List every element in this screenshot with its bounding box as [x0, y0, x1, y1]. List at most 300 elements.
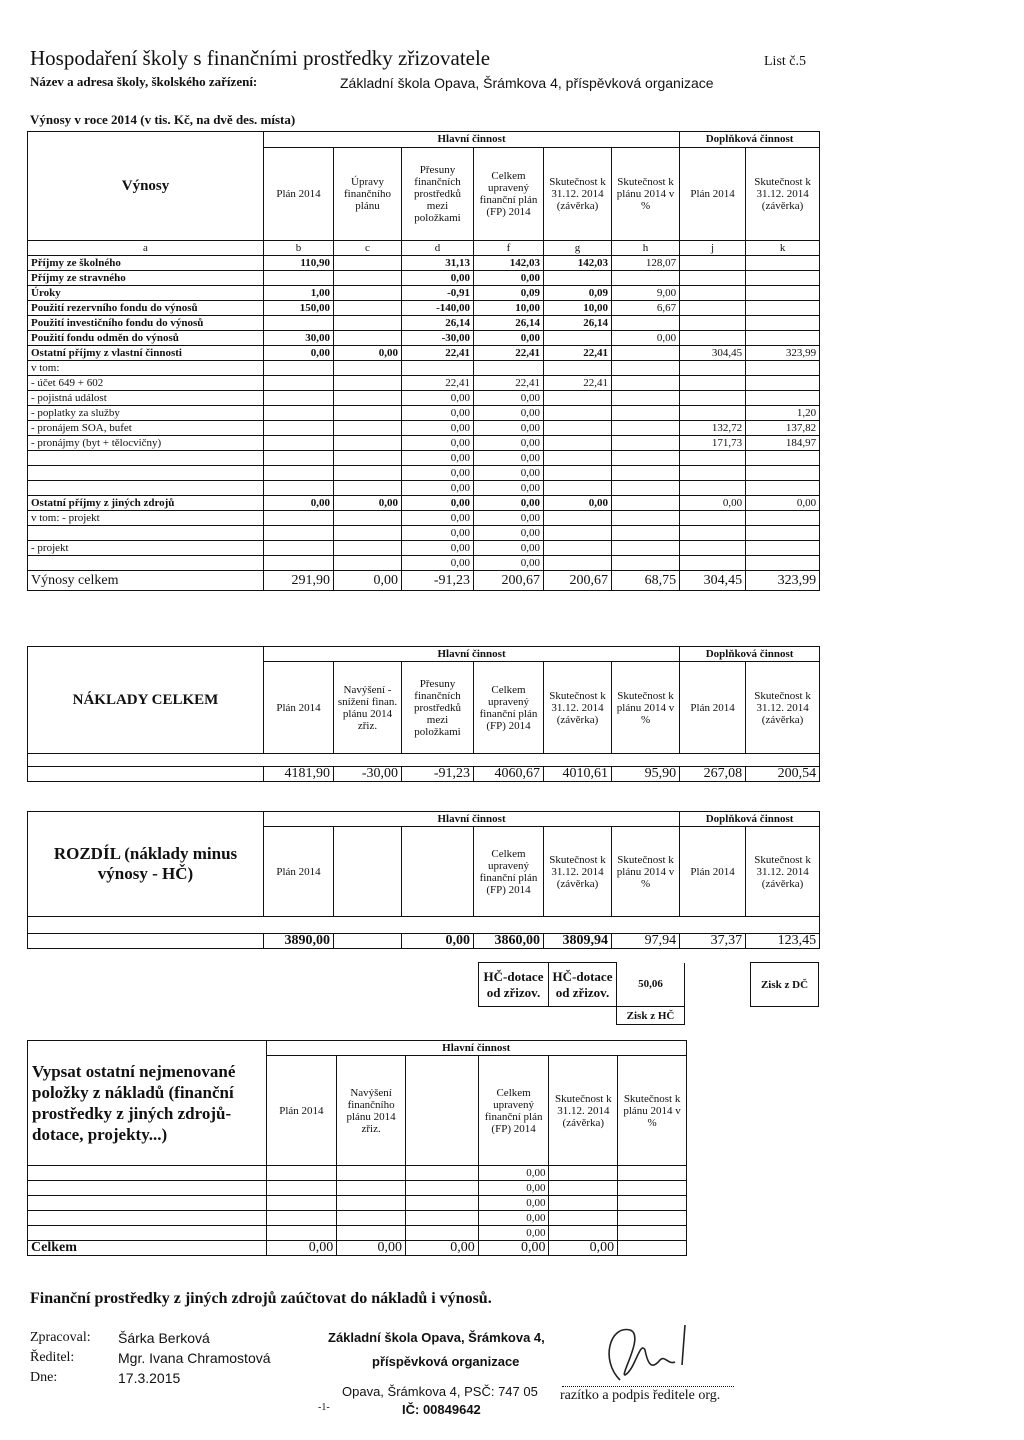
- revenue-cell: 0,00: [402, 271, 474, 286]
- revenue-cell: [746, 511, 820, 526]
- revenue-cell: 0,00: [474, 406, 544, 421]
- revenue-cell: [544, 271, 612, 286]
- revenue-cell: 26,14: [474, 316, 544, 331]
- revenue-col-letter: k: [746, 241, 820, 256]
- revenue-cell: [334, 271, 402, 286]
- other-cell-empty: [337, 1181, 406, 1196]
- revenue-cell: 0,00: [402, 406, 474, 421]
- revenue-row: [28, 436, 820, 451]
- revenue-cell: 0,00: [402, 451, 474, 466]
- difference-value: 0,00: [402, 934, 474, 949]
- revenue-col-letter: j: [680, 241, 746, 256]
- revenue-row-label: - pojistná událost: [28, 391, 264, 406]
- revenue-cell: [612, 436, 680, 451]
- revenue-cell: [334, 331, 402, 346]
- revenue-cell: 6,67: [612, 301, 680, 316]
- revenue-row-label: Ostatní příjmy z jiných zdrojů: [28, 496, 264, 511]
- other-cell-empty: [405, 1226, 478, 1241]
- revenue-row: [28, 301, 820, 316]
- difference-spacer: [28, 917, 820, 934]
- revenue-row-label: [28, 451, 264, 466]
- signature-caption: razítko a podpis ředitele org.: [560, 1388, 721, 1403]
- revenue-cell: [612, 271, 680, 286]
- revenue-cell: 0,00: [474, 391, 544, 406]
- revenue-total-cell: 323,99: [746, 571, 820, 591]
- revenue-cell: [746, 256, 820, 271]
- revenue-cell: [680, 391, 746, 406]
- revenue-cell: [680, 466, 746, 481]
- revenue-cell: [334, 541, 402, 556]
- other-row: [28, 1226, 687, 1241]
- revenue-row-header: Výnosy: [28, 132, 264, 241]
- revenue-cell: 0,00: [474, 331, 544, 346]
- zisk-hc-label: Zisk z HČ: [617, 1007, 685, 1025]
- revenue-cell: 0,00: [474, 556, 544, 571]
- date-label: Dne:: [30, 1370, 58, 1385]
- revenue-row-label: Použití rezervního fondu do výnosů: [28, 301, 264, 316]
- revenue-row-label: Použití investičního fondu do výnosů: [28, 316, 264, 331]
- revenue-cell: 31,13: [402, 256, 474, 271]
- sheet-number: List č.5: [764, 54, 806, 69]
- other-cell-empty: [266, 1211, 337, 1226]
- revenue-cell: [612, 481, 680, 496]
- other-total-cell: 0,00: [405, 1241, 478, 1256]
- revenue-cell: 0,00: [544, 496, 612, 511]
- revenue-col-letter: g: [544, 241, 612, 256]
- revenue-row: [28, 511, 820, 526]
- revenue-cell: [746, 331, 820, 346]
- revenue-cell: [680, 451, 746, 466]
- signature: [590, 1320, 710, 1390]
- revenue-cell: 110,90: [264, 256, 334, 271]
- revenue-cell: [544, 406, 612, 421]
- revenue-cell: 26,14: [544, 316, 612, 331]
- revenue-cell: 132,72: [680, 421, 746, 436]
- revenue-row-label: - projekt: [28, 541, 264, 556]
- other-cell-empty: [618, 1196, 687, 1211]
- dotace-label-2: HČ-dotace od zřizov.: [549, 963, 617, 1007]
- difference-title: ROZDÍL (náklady minus výnosy - HČ): [28, 812, 264, 917]
- revenue-cell: 0,09: [544, 286, 612, 301]
- other-cell-empty: [618, 1166, 687, 1181]
- other-total-label: Celkem: [28, 1241, 267, 1256]
- revenue-cell: [612, 511, 680, 526]
- revenue-cell: 0,00: [474, 421, 544, 436]
- revenue-cell: [612, 541, 680, 556]
- difference-value: 97,94: [612, 934, 680, 949]
- revenue-cell: [680, 316, 746, 331]
- other-cell-empty: [337, 1211, 406, 1226]
- revenue-row: [28, 271, 820, 286]
- section-title: Výnosy v roce 2014 (v tis. Kč, na dvě des. místa): [30, 112, 296, 127]
- revenue-cell: [746, 526, 820, 541]
- difference-value: 3890,00: [264, 934, 334, 949]
- costs-value-spacer: [28, 767, 264, 782]
- revenue-cell: [264, 451, 334, 466]
- revenue-cell: [264, 391, 334, 406]
- revenue-row: [28, 481, 820, 496]
- revenue-cell: [264, 511, 334, 526]
- other-cell-empty: [337, 1226, 406, 1241]
- costs-side-header: Doplňková činnost: [680, 647, 820, 662]
- revenue-cell: [612, 361, 680, 376]
- revenue-cell: 0,00: [334, 496, 402, 511]
- other-cell-empty: [549, 1226, 618, 1241]
- dotace-value: 50,06: [617, 963, 685, 1007]
- other-cell-empty: [266, 1181, 337, 1196]
- costs-spacer: [28, 754, 820, 767]
- other-col-header: Navýšení finančního plánu 2014 zřiz.: [337, 1056, 406, 1166]
- other-cell-empty: [28, 1196, 267, 1211]
- other-cell-empty: [549, 1196, 618, 1211]
- costs-col-header: Navýšení - snížení finan. plánu 2014 zřiz.: [334, 662, 402, 754]
- other-cell-empty: [405, 1196, 478, 1211]
- revenue-row-label: - pronájmy (byt + tělocvičny): [28, 436, 264, 451]
- revenue-cell: 0,00: [402, 511, 474, 526]
- revenue-col-header: Plán 2014: [680, 147, 746, 240]
- revenue-row: [28, 496, 820, 511]
- costs-main-header: Hlavní činnost: [264, 647, 680, 662]
- revenue-cell: [612, 451, 680, 466]
- other-cell-empty: [266, 1196, 337, 1211]
- revenue-cell: [264, 466, 334, 481]
- costs-col-header: Plán 2014: [680, 662, 746, 754]
- revenue-row: [28, 256, 820, 271]
- note: Finanční prostředky z jiných zdrojů zaúčtovat do nákladů i výnosů.: [30, 1290, 492, 1307]
- revenue-cell: [544, 451, 612, 466]
- dotace-table: [478, 962, 819, 1025]
- revenue-cell: 22,41: [474, 376, 544, 391]
- difference-value-spacer: [28, 934, 264, 949]
- signature-line: [562, 1386, 734, 1387]
- revenue-cell: [334, 316, 402, 331]
- other-total-cell: 0,00: [337, 1241, 406, 1256]
- revenue-cell: [264, 316, 334, 331]
- costs-col-header: Skutečnost k 31.12. 2014 (závěrka): [746, 662, 820, 754]
- revenue-col-letter: a: [28, 241, 264, 256]
- revenue-cell: [746, 541, 820, 556]
- revenue-cell: [264, 406, 334, 421]
- revenue-table: [27, 131, 820, 591]
- revenue-cell: [746, 301, 820, 316]
- revenue-cell: [264, 271, 334, 286]
- revenue-cell: [544, 436, 612, 451]
- other-cell-empty: [266, 1226, 337, 1241]
- revenue-row-label: Příjmy ze stravného: [28, 271, 264, 286]
- costs-table: [27, 646, 820, 782]
- costs-value: 4181,90: [264, 767, 334, 782]
- other-cell-empty: [405, 1181, 478, 1196]
- other-cell-empty: [337, 1196, 406, 1211]
- difference-col-header: Plán 2014: [680, 827, 746, 917]
- revenue-row: [28, 541, 820, 556]
- other-col-header: Plán 2014: [266, 1056, 337, 1166]
- revenue-cell: [264, 541, 334, 556]
- difference-value: 123,45: [746, 934, 820, 949]
- revenue-cell: [544, 361, 612, 376]
- revenue-cell: 0,00: [474, 496, 544, 511]
- revenue-cell: [612, 346, 680, 361]
- revenue-col-header: Plán 2014: [264, 147, 334, 240]
- other-col-header: Skutečnost k 31.12. 2014 (závěrka): [549, 1056, 618, 1166]
- difference-value: 3809,94: [544, 934, 612, 949]
- other-cell-empty: [618, 1181, 687, 1196]
- costs-col-header: Přesuny finančních prostředků mezi položkami: [402, 662, 474, 754]
- revenue-cell: [334, 466, 402, 481]
- revenue-row-label: [28, 466, 264, 481]
- revenue-row-label: Úroky: [28, 286, 264, 301]
- costs-title: NÁKLADY CELKEM: [28, 647, 264, 754]
- other-row: [28, 1211, 687, 1226]
- revenue-cell: [334, 436, 402, 451]
- page-number: -1-: [318, 1402, 330, 1413]
- difference-col-header: Skutečnost k 31.12. 2014 (závěrka): [544, 827, 612, 917]
- revenue-cell: [680, 526, 746, 541]
- other-cell: 0,00: [478, 1226, 549, 1241]
- revenue-cell: 0,00: [474, 481, 544, 496]
- revenue-cell: 0,00: [474, 271, 544, 286]
- revenue-cell: 22,41: [402, 376, 474, 391]
- revenue-cell: 137,82: [746, 421, 820, 436]
- revenue-row: [28, 286, 820, 301]
- other-main-header: Hlavní činnost: [266, 1041, 687, 1056]
- revenue-row-label: Ostatní příjmy z vlastní činnosti: [28, 346, 264, 361]
- revenue-cell: [746, 466, 820, 481]
- costs-value: 95,90: [612, 767, 680, 782]
- revenue-cell: [612, 391, 680, 406]
- revenue-cell: [680, 406, 746, 421]
- other-cell-empty: [266, 1166, 337, 1181]
- revenue-cell: [746, 481, 820, 496]
- revenue-cell: [334, 451, 402, 466]
- other-cell: 0,00: [478, 1181, 549, 1196]
- revenue-cell: [264, 421, 334, 436]
- revenue-cell: [612, 496, 680, 511]
- revenue-row: [28, 346, 820, 361]
- revenue-cell: [334, 361, 402, 376]
- revenue-cell: [264, 361, 334, 376]
- date-value: 17.3.2015: [118, 1370, 181, 1386]
- revenue-cell: [544, 556, 612, 571]
- revenue-row-label: [28, 556, 264, 571]
- revenue-cell: 0,00: [402, 556, 474, 571]
- revenue-cell: 0,09: [474, 286, 544, 301]
- revenue-row: [28, 391, 820, 406]
- revenue-cell: [544, 391, 612, 406]
- revenue-cell: [334, 376, 402, 391]
- revenue-cell: 0,00: [612, 331, 680, 346]
- difference-col-empty: [402, 827, 474, 917]
- revenue-cell: 0,00: [474, 451, 544, 466]
- revenue-col-letter: d: [402, 241, 474, 256]
- revenue-col-letter: h: [612, 241, 680, 256]
- director-label: Ředitel:: [30, 1350, 75, 1365]
- page-title: Hospodaření školy s finančními prostředky zřizovatele: [30, 46, 491, 70]
- revenue-col-letter: b: [264, 241, 334, 256]
- revenue-cell: 0,00: [402, 526, 474, 541]
- other-cell-empty: [405, 1211, 478, 1226]
- revenue-row: [28, 421, 820, 436]
- revenue-total-cell: 0,00: [334, 571, 402, 591]
- other-total-cell: 0,00: [266, 1241, 337, 1256]
- costs-col-header: Celkem upravený finanční plán (FP) 2014: [474, 662, 544, 754]
- difference-main-header: Hlavní činnost: [264, 812, 680, 827]
- revenue-cell: [612, 526, 680, 541]
- revenue-cell: [334, 421, 402, 436]
- revenue-cell: 0,00: [474, 436, 544, 451]
- difference-side-header: Doplňková činnost: [680, 812, 820, 827]
- revenue-total-cell: 304,45: [680, 571, 746, 591]
- revenue-cell: 22,41: [544, 346, 612, 361]
- revenue-cell: [544, 331, 612, 346]
- revenue-cell: 0,00: [402, 496, 474, 511]
- revenue-col-header: Skutečnost k 31.12. 2014 (závěrka): [746, 147, 820, 240]
- revenue-cell: 304,45: [680, 346, 746, 361]
- revenue-cell: 9,00: [612, 286, 680, 301]
- revenue-cell: [746, 376, 820, 391]
- costs-col-header: Plán 2014: [264, 662, 334, 754]
- revenue-row-label: Příjmy ze školného: [28, 256, 264, 271]
- other-row: [28, 1181, 687, 1196]
- revenue-cell: [264, 376, 334, 391]
- revenue-cell: [746, 286, 820, 301]
- revenue-total-cell: 68,75: [612, 571, 680, 591]
- revenue-cell: [264, 556, 334, 571]
- revenue-cell: [402, 361, 474, 376]
- revenue-cell: [680, 511, 746, 526]
- revenue-cell: 0,00: [264, 346, 334, 361]
- revenue-cell: -140,00: [402, 301, 474, 316]
- revenue-cell: [544, 481, 612, 496]
- costs-value: 4060,67: [474, 767, 544, 782]
- revenue-cell: 0,00: [474, 511, 544, 526]
- revenue-cell: 22,41: [544, 376, 612, 391]
- other-items-table: [27, 1040, 687, 1256]
- revenue-cell: 184,97: [746, 436, 820, 451]
- other-cell-empty: [405, 1166, 478, 1181]
- revenue-cell: [746, 391, 820, 406]
- revenue-cell: [612, 556, 680, 571]
- revenue-cell: 22,41: [474, 346, 544, 361]
- other-items-title: Vypsat ostatní nejmenované položky z nákladů (finanční prostředky z jiných zdrojů- dotace, projekty...): [28, 1041, 267, 1166]
- other-cell-empty: [549, 1181, 618, 1196]
- revenue-row: [28, 376, 820, 391]
- revenue-cell: -0,91: [402, 286, 474, 301]
- difference-value: 3860,00: [474, 934, 544, 949]
- revenue-cell: [474, 361, 544, 376]
- revenue-cell: [746, 556, 820, 571]
- revenue-cell: -30,00: [402, 331, 474, 346]
- revenue-cell: [680, 556, 746, 571]
- revenue-cell: [612, 466, 680, 481]
- revenue-row: [28, 316, 820, 331]
- other-row: [28, 1196, 687, 1211]
- revenue-cell: 0,00: [402, 421, 474, 436]
- revenue-cell: [264, 526, 334, 541]
- prepared-by-label: Zpracoval:: [30, 1330, 91, 1345]
- other-col-empty: [405, 1056, 478, 1166]
- main-activity-header: Hlavní činnost: [264, 132, 680, 148]
- revenue-cell: [334, 391, 402, 406]
- revenue-cell: [680, 256, 746, 271]
- other-cell-empty: [337, 1166, 406, 1181]
- revenue-cell: 0,00: [746, 496, 820, 511]
- difference-col-header: Plán 2014: [264, 827, 334, 917]
- revenue-cell: [680, 331, 746, 346]
- revenue-cell: 0,00: [474, 541, 544, 556]
- revenue-cell: [680, 301, 746, 316]
- stamp-line-1: Základní škola Opava, Šrámkova 4,: [328, 1330, 545, 1345]
- revenue-total-cell: 200,67: [474, 571, 544, 591]
- other-cell-empty: [28, 1181, 267, 1196]
- revenue-cell: [680, 271, 746, 286]
- revenue-cell: [264, 481, 334, 496]
- revenue-row: [28, 466, 820, 481]
- revenue-row: [28, 451, 820, 466]
- revenue-cell: 30,00: [264, 331, 334, 346]
- side-activity-header: Doplňková činnost: [680, 132, 820, 148]
- other-cell-empty: [618, 1211, 687, 1226]
- costs-col-header: Skutečnost k plánu 2014 v %: [612, 662, 680, 754]
- other-cell: 0,00: [478, 1196, 549, 1211]
- revenue-row-label: v tom: - projekt: [28, 511, 264, 526]
- stamp-line-2: příspěvková organizace: [372, 1354, 520, 1369]
- other-cell-empty: [28, 1226, 267, 1241]
- costs-value: 267,08: [680, 767, 746, 782]
- revenue-cell: [680, 361, 746, 376]
- revenue-row-label: v tom:: [28, 361, 264, 376]
- revenue-row-label: [28, 526, 264, 541]
- dotace-label-1: HČ-dotace od zřizov.: [479, 963, 549, 1007]
- other-cell-empty: [28, 1166, 267, 1181]
- revenue-cell: 1,00: [264, 286, 334, 301]
- revenue-cell: 323,99: [746, 346, 820, 361]
- revenue-cell: 10,00: [544, 301, 612, 316]
- other-row: [28, 1166, 687, 1181]
- revenue-row: [28, 361, 820, 376]
- other-col-header: Skutečnost k plánu 2014 v %: [618, 1056, 687, 1166]
- revenue-cell: 142,03: [474, 256, 544, 271]
- prepared-by-value: Šárka Berková: [118, 1330, 210, 1346]
- revenue-cell: 0,00: [402, 481, 474, 496]
- revenue-col-letter: c: [334, 241, 402, 256]
- other-total-cell: 0,00: [549, 1241, 618, 1256]
- difference-col-header: Skutečnost k 31.12. 2014 (závěrka): [746, 827, 820, 917]
- revenue-cell: [612, 406, 680, 421]
- revenue-row-label: - pronájem SOA, bufet: [28, 421, 264, 436]
- other-col-header: Celkem upravený finanční plán (FP) 2014: [478, 1056, 549, 1166]
- revenue-cell: [680, 541, 746, 556]
- costs-col-header: Skutečnost k 31.12. 2014 (závěrka): [544, 662, 612, 754]
- revenue-cell: [680, 376, 746, 391]
- revenue-total-cell: -91,23: [402, 571, 474, 591]
- revenue-total-cell: 200,67: [544, 571, 612, 591]
- revenue-row-label: - účet 649 + 602: [28, 376, 264, 391]
- other-cell-empty: [618, 1226, 687, 1241]
- costs-value: 200,54: [746, 767, 820, 782]
- revenue-cell: [334, 526, 402, 541]
- revenue-col-header: Skutečnost k plánu 2014 v %: [612, 147, 680, 240]
- revenue-row-label: - poplatky za služby: [28, 406, 264, 421]
- revenue-cell: 142,03: [544, 256, 612, 271]
- difference-value-empty: [334, 934, 402, 949]
- revenue-cell: 1,20: [746, 406, 820, 421]
- revenue-cell: [334, 301, 402, 316]
- revenue-row: [28, 406, 820, 421]
- difference-value: 37,37: [680, 934, 746, 949]
- revenue-cell: [746, 451, 820, 466]
- revenue-total-cell: 291,90: [264, 571, 334, 591]
